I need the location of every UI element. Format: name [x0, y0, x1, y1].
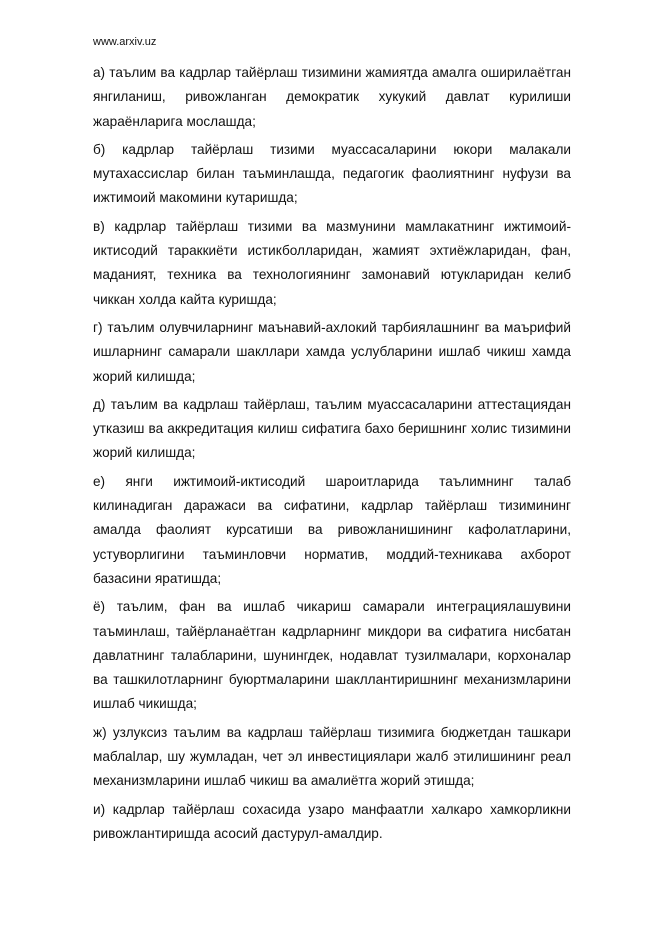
paragraph-zh: ж) узлуксиз таълим ва кадрлаш тайёрлаш тизимига бюджетдан ташкари маблаlлар, шу жумладан, чет эл инвестициялари жалб этилишининг реал механизмларини ишлаб чикиш ва амалиётга жорий этишда; — [93, 724, 571, 789]
paragraph-d: д) таълим ва кадрлаш тайёрлаш, таълим муассасаларини аттестациядан утказиш ва аккредитация килиш сифатига бахо беришнинг холис тизимини жорий килишда; — [93, 396, 571, 461]
site-header: www.arxiv.uz — [93, 36, 157, 48]
document-page — [93, 34, 571, 850]
paragraph-e: е) янги ижтимоий-иктисодий шароитларида таълимнинг талаб килинадиган даражаси ва сифатини, кадрлар тайёрлаш тизимининг амалда фаолият курсатиши ва ривожланишининг кафолатларини, устуворлигини таъминловчи норматив, моддий-техникава ахборот базасини яратишда; — [93, 473, 571, 586]
paragraph-i: и) кадрлар тайёрлаш сохасида узаро манфаатли халкаро хамкорликни ривожлантиришда асосий дастурул-амалдир. — [93, 801, 571, 841]
paragraph-a: а) таълим ва кадрлар тайёрлаш тизимини жамиятда амалга оширилаётган янгиланиш, ривожланган демократик хукукий давлат курилиши жараёнларига мослашда; — [93, 65, 571, 129]
paragraph-g: г) таълим олувчиларнинг маънавий-ахлокий тарбиялашнинг ва маърифий ишларнинг самарали шакллари хамда услубларини ишлаб чикиш хамда жорий килишда; — [93, 319, 571, 384]
paragraph-b: б) кадрлар тайёрлаш тизими муассасаларини юкори малакали мутахассислар билан таъминлашда, педагогик фаолиятнинг нуфузи ва ижтимоий макомини кутаришда; — [93, 141, 571, 206]
paragraph-v: в) кадрлар тайёрлаш тизими ва мазмунини мамлакатнинг ижтимоий-иктисодий тараккиёти истикболларидан, жамият эхтиёжларидан, фан, маданият, техника ва технологиянинг замонавий ютукларидан келиб чиккан холда кайта куришда; — [93, 218, 571, 307]
paragraph-yo: ё) таълим, фан ва ишлаб чикариш самарали интеграциялашувини таъминлаш, тайёрланаётган кадрларнинг микдори ва сифатига нисбатан давлатнинг талабларини, шунингдек, нодавлат тузилмалари, корхоналар ва ташкилотларнинг буюртмаларини шакллантиришнинг механизмларини ишлаб чикишда; — [93, 599, 571, 712]
